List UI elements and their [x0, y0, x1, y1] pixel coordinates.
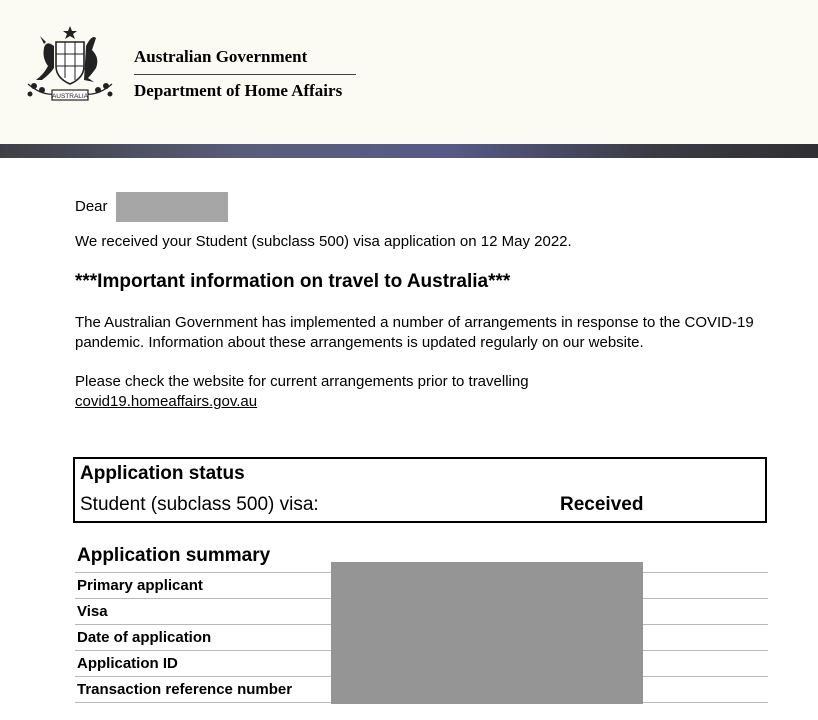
greeting: Dear: [75, 198, 108, 215]
redacted-summary-values: [331, 562, 643, 704]
org-divider: [134, 74, 356, 75]
coat-of-arms-icon: [22, 24, 118, 104]
government-name: Australian Government: [134, 47, 308, 66]
row-label: Visa: [77, 603, 108, 620]
letter-body: [75, 192, 775, 412]
visa-label: Student (subclass 500) visa:: [80, 494, 319, 515]
covid-paragraph: The Australian Government has implemented a number of arrangements in response to the COVID-19 pandemic. Information about these arrangements is updated regularly on our website.: [75, 314, 754, 351]
website-link[interactable]: covid19.homeaffairs.gov.au: [75, 393, 258, 410]
check-text: Please check the website for current arrangements prior to travelling: [75, 373, 529, 390]
row-label: Transaction reference number: [77, 681, 293, 698]
application-status-box: [73, 457, 767, 523]
status-title: Application status: [80, 463, 245, 484]
row-label: Primary applicant: [77, 577, 203, 594]
header-band: [0, 144, 818, 158]
row-label: Application ID: [77, 655, 178, 672]
organisation-block: [134, 46, 356, 102]
status-badge: Received: [560, 494, 644, 515]
redacted-recipient-name: [116, 192, 228, 222]
department-name: Department of Home Affairs: [134, 81, 343, 100]
summary-title: Application summary: [77, 545, 271, 566]
crest-motto: AUSTRALIA: [51, 93, 89, 100]
letterhead: [0, 0, 818, 144]
greeting-line: [75, 192, 775, 222]
important-heading: ***Important information on travel to Australia***: [75, 271, 511, 292]
received-text: We received your Student (subclass 500) visa application on 12 May 2022.: [75, 233, 572, 250]
row-label: Date of application: [77, 629, 212, 646]
